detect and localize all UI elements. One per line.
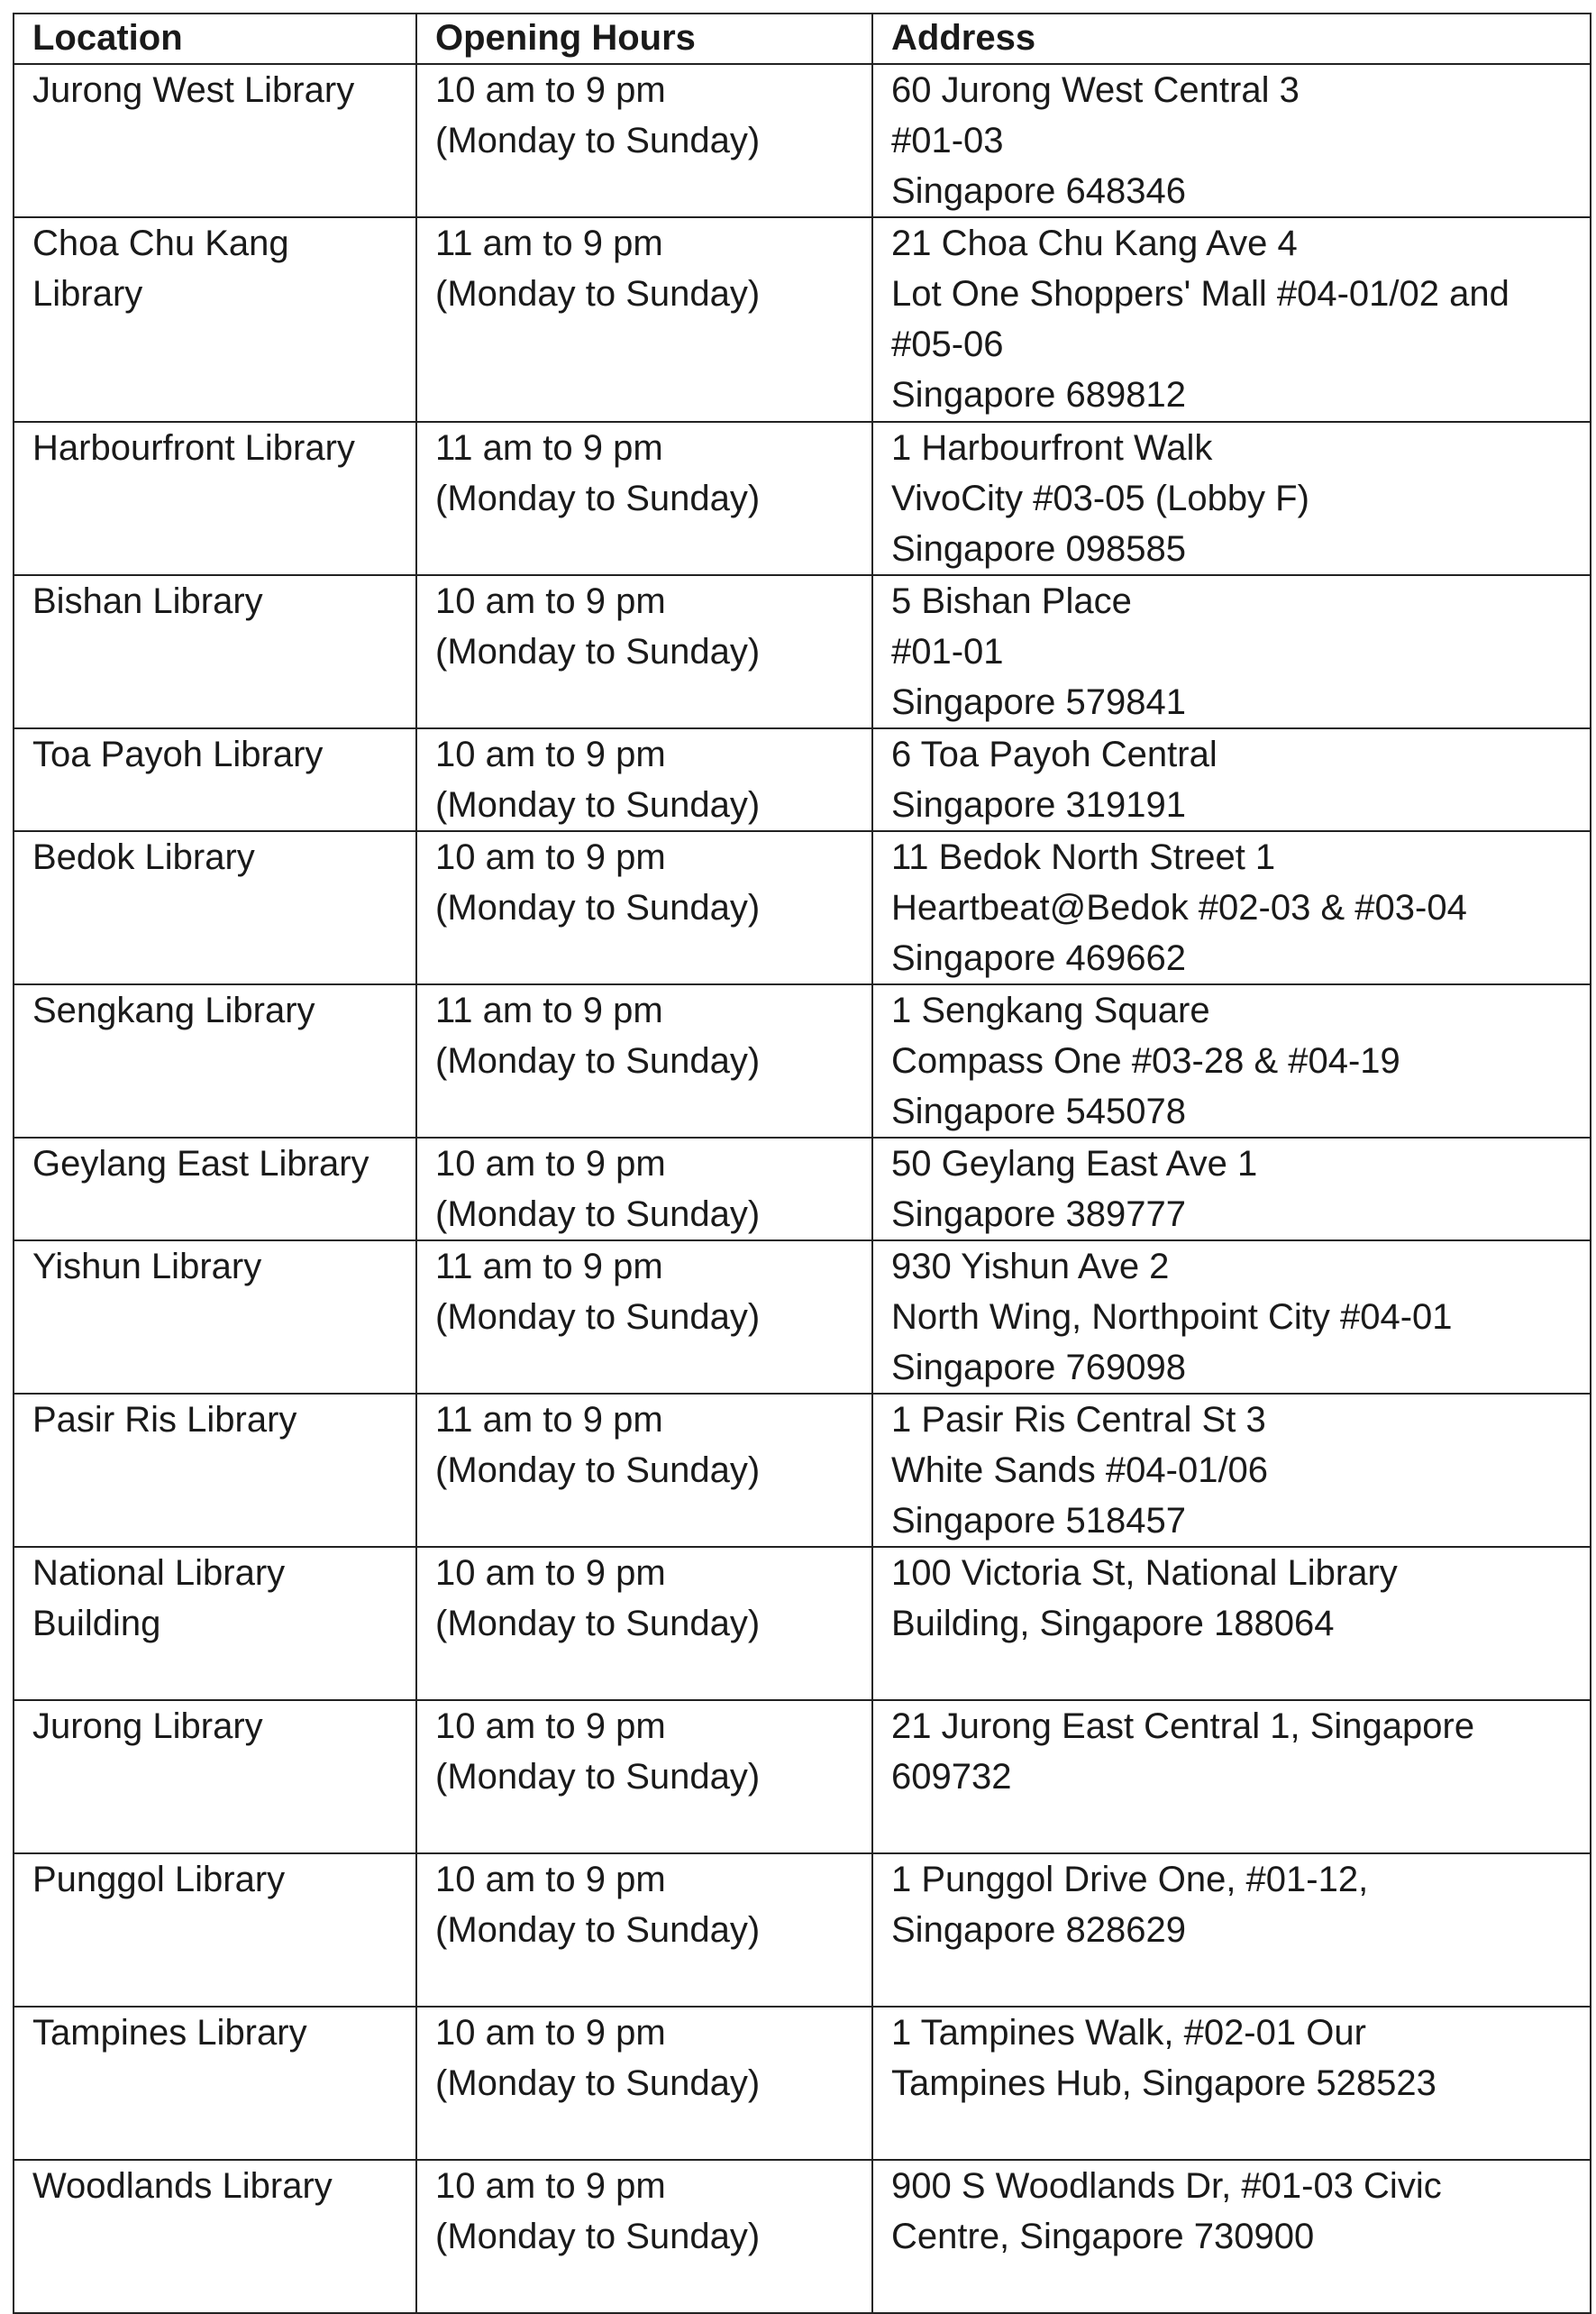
opening-hours-cell-line: (Monday to Sunday) (435, 888, 761, 928)
opening-hours-cell (416, 422, 872, 575)
opening-hours-cell (416, 1394, 872, 1547)
address-cell-line: #05-06 (891, 325, 1004, 364)
table-header-row (14, 14, 1591, 64)
location-cell-line: Geylang East Library (32, 1144, 369, 1184)
opening-hours-cell-line: 11 am to 9 pm (435, 1247, 663, 1286)
address-cell-line: 60 Jurong West Central 3 (891, 70, 1300, 110)
table-body (14, 64, 1591, 2313)
table-row (14, 1547, 1591, 1700)
address-cell-line: Centre, Singapore 730900 (891, 2217, 1315, 2256)
opening-hours-cell-line: 10 am to 9 pm (435, 1706, 666, 1746)
location-cell-line: Jurong West Library (32, 70, 355, 110)
opening-hours-cell-line: (Monday to Sunday) (435, 274, 761, 314)
address-cell-line: Singapore 389777 (891, 1194, 1186, 1234)
location-cell-line: Toa Payoh Library (32, 735, 324, 774)
opening-hours-cell (416, 984, 872, 1138)
address-cell (872, 2160, 1591, 2313)
address-cell-line: White Sands #04-01/06 (891, 1450, 1269, 1490)
address-cell-line: Heartbeat@Bedok #02-03 & #03-04 (891, 888, 1467, 928)
location-cell (14, 422, 416, 575)
address-cell-line: 609732 (891, 1757, 1012, 1797)
opening-hours-cell-line: (Monday to Sunday) (435, 1604, 761, 1643)
address-cell-line: Singapore 828629 (891, 1910, 1186, 1950)
location-cell-line: Yishun Library (32, 1247, 262, 1286)
opening-hours-cell-line: 10 am to 9 pm (435, 70, 666, 110)
location-cell-line: Tampines Library (32, 2013, 307, 2053)
location-cell (14, 2160, 416, 2313)
address-cell-line: Singapore 648346 (891, 171, 1186, 211)
address-cell-line: Singapore 689812 (891, 375, 1186, 415)
table-row (14, 1853, 1591, 2007)
location-cell-line: Harbourfront Library (32, 428, 355, 468)
opening-hours-cell-line: 10 am to 9 pm (435, 1144, 666, 1184)
location-cell-line: Library (32, 274, 143, 314)
address-cell (872, 2007, 1591, 2160)
opening-hours-cell-line: 11 am to 9 pm (435, 991, 663, 1030)
table-row (14, 217, 1591, 422)
address-cell (872, 831, 1591, 984)
location-cell (14, 1853, 416, 2007)
address-cell-line: 900 S Woodlands Dr, #01-03 Civic (891, 2166, 1442, 2206)
table-row (14, 1394, 1591, 1547)
address-cell-line: 21 Jurong East Central 1, Singapore (891, 1706, 1475, 1746)
opening-hours-cell (416, 1853, 872, 2007)
opening-hours-cell (416, 1240, 872, 1394)
address-cell-line: Tampines Hub, Singapore 528523 (891, 2063, 1436, 2103)
location-cell-line: Bedok Library (32, 837, 255, 877)
location-cell-line: Sengkang Library (32, 991, 315, 1030)
address-cell-line: Lot One Shoppers' Mall #04-01/02 and (891, 274, 1509, 314)
location-cell (14, 1394, 416, 1547)
location-cell-line: National Library (32, 1553, 286, 1593)
location-cell (14, 1547, 416, 1700)
table-row (14, 1700, 1591, 1853)
address-cell-line: 1 Punggol Drive One, #01-12, (891, 1860, 1369, 1899)
location-cell-line: Building (32, 1604, 161, 1643)
address-cell (872, 422, 1591, 575)
location-cell-line: Woodlands Library (32, 2166, 333, 2206)
address-cell (872, 1700, 1591, 1853)
opening-hours-cell-line: (Monday to Sunday) (435, 785, 761, 825)
address-cell-line: #01-01 (891, 632, 1004, 672)
opening-hours-cell-line: 10 am to 9 pm (435, 1860, 666, 1899)
address-cell (872, 984, 1591, 1138)
location-cell (14, 1240, 416, 1394)
opening-hours-cell (416, 2007, 872, 2160)
location-cell-line: Jurong Library (32, 1706, 263, 1746)
table-row (14, 2007, 1591, 2160)
address-cell-line: 5 Bishan Place (891, 581, 1132, 621)
address-cell-line: Compass One #03-28 & #04-19 (891, 1041, 1400, 1081)
address-cell (872, 1394, 1591, 1547)
opening-hours-cell-line: (Monday to Sunday) (435, 632, 761, 672)
location-cell (14, 831, 416, 984)
opening-hours-cell-line: 11 am to 9 pm (435, 1400, 663, 1440)
address-cell (872, 1138, 1591, 1240)
table-row (14, 2160, 1591, 2313)
opening-hours-cell-line: (Monday to Sunday) (435, 1450, 761, 1490)
table-row (14, 984, 1591, 1138)
location-cell (14, 728, 416, 831)
opening-hours-cell-line: (Monday to Sunday) (435, 1297, 761, 1337)
library-table (13, 13, 1591, 2314)
address-cell-line: Singapore 769098 (891, 1348, 1186, 1387)
opening-hours-cell-line: 10 am to 9 pm (435, 2166, 666, 2206)
table-row (14, 422, 1591, 575)
table-row (14, 64, 1591, 217)
address-cell-line: Singapore 518457 (891, 1501, 1186, 1541)
table-row (14, 1138, 1591, 1240)
address-cell-line: #01-03 (891, 121, 1004, 160)
opening-hours-cell-line: 10 am to 9 pm (435, 2013, 666, 2053)
location-cell (14, 217, 416, 422)
table-row (14, 1240, 1591, 1394)
location-cell (14, 1138, 416, 1240)
address-cell (872, 575, 1591, 728)
address-cell-line: 1 Sengkang Square (891, 991, 1210, 1030)
address-cell (872, 1547, 1591, 1700)
address-cell (872, 1853, 1591, 2007)
location-cell (14, 64, 416, 217)
opening-hours-cell-line: 10 am to 9 pm (435, 581, 666, 621)
address-cell-line: 1 Tampines Walk, #02-01 Our (891, 2013, 1366, 2053)
address-cell-line: 50 Geylang East Ave 1 (891, 1144, 1258, 1184)
opening-hours-cell (416, 1547, 872, 1700)
address-cell-line: 21 Choa Chu Kang Ave 4 (891, 224, 1298, 263)
location-cell-line: Punggol Library (32, 1860, 286, 1899)
location-cell (14, 575, 416, 728)
location-cell (14, 1700, 416, 1853)
opening-hours-cell (416, 1138, 872, 1240)
opening-hours-cell-line: (Monday to Sunday) (435, 1194, 761, 1234)
location-cell-line: Pasir Ris Library (32, 1400, 297, 1440)
location-cell (14, 984, 416, 1138)
address-cell-line: 930 Yishun Ave 2 (891, 1247, 1170, 1286)
table-row (14, 575, 1591, 728)
opening-hours-cell-line: 11 am to 9 pm (435, 428, 663, 468)
opening-hours-cell (416, 217, 872, 422)
opening-hours-cell (416, 1700, 872, 1853)
opening-hours-cell-line: 10 am to 9 pm (435, 735, 666, 774)
address-cell (872, 1240, 1591, 1394)
address-cell (872, 728, 1591, 831)
opening-hours-cell-line: 11 am to 9 pm (435, 224, 663, 263)
table-row (14, 831, 1591, 984)
address-cell-line: 11 Bedok North Street 1 (891, 837, 1276, 877)
column-header-address: Address (872, 14, 1591, 64)
address-cell-line: North Wing, Northpoint City #04-01 (891, 1297, 1453, 1337)
opening-hours-cell-line: (Monday to Sunday) (435, 1041, 761, 1081)
address-cell-line: Building, Singapore 188064 (891, 1604, 1335, 1643)
address-cell-line: 6 Toa Payoh Central (891, 735, 1218, 774)
location-cell-line: Choa Chu Kang (32, 224, 289, 263)
opening-hours-cell-line: (Monday to Sunday) (435, 479, 761, 518)
location-cell (14, 2007, 416, 2160)
address-cell-line: 100 Victoria St, National Library (891, 1553, 1398, 1593)
address-cell-line: Singapore 545078 (891, 1092, 1186, 1131)
opening-hours-cell (416, 575, 872, 728)
address-cell-line: VivoCity #03-05 (Lobby F) (891, 479, 1309, 518)
opening-hours-cell (416, 64, 872, 217)
address-cell-line: Singapore 319191 (891, 785, 1186, 825)
opening-hours-cell-line: (Monday to Sunday) (435, 1757, 761, 1797)
opening-hours-cell-line: (Monday to Sunday) (435, 2063, 761, 2103)
address-cell (872, 64, 1591, 217)
opening-hours-cell-line: 10 am to 9 pm (435, 837, 666, 877)
location-cell-line: Bishan Library (32, 581, 263, 621)
address-cell (872, 217, 1591, 422)
address-cell-line: 1 Harbourfront Walk (891, 428, 1213, 468)
column-header-hours: Opening Hours (416, 14, 872, 64)
opening-hours-cell (416, 728, 872, 831)
opening-hours-cell (416, 831, 872, 984)
table-row (14, 728, 1591, 831)
address-cell-line: 1 Pasir Ris Central St 3 (891, 1400, 1266, 1440)
address-cell-line: Singapore 098585 (891, 529, 1186, 569)
opening-hours-cell-line: (Monday to Sunday) (435, 1910, 761, 1950)
address-cell-line: Singapore 579841 (891, 682, 1186, 722)
address-cell-line: Singapore 469662 (891, 938, 1186, 978)
opening-hours-cell-line: 10 am to 9 pm (435, 1553, 666, 1593)
column-header-location: Location (14, 14, 416, 64)
opening-hours-cell (416, 2160, 872, 2313)
opening-hours-cell-line: (Monday to Sunday) (435, 121, 761, 160)
opening-hours-cell-line: (Monday to Sunday) (435, 2217, 761, 2256)
